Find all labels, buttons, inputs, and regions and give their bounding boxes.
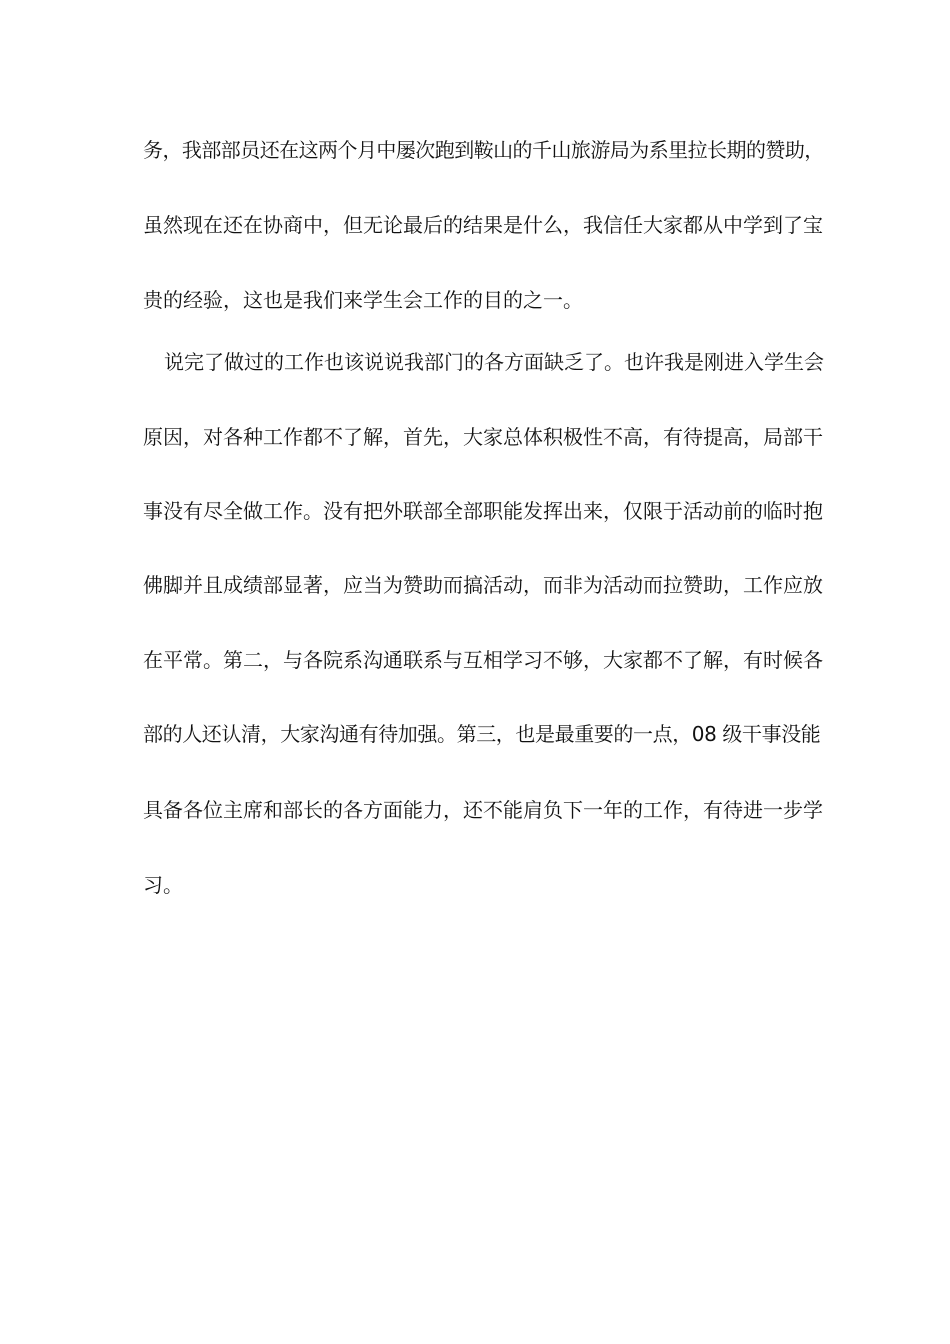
text-line: 部的人还认清，大家沟通有待加强。第三，也是最重要的一点，08 级干事没能 — [143, 722, 821, 746]
text-line: 习。 — [143, 873, 183, 897]
text-line: 在平常。第二，与各院系沟通联系与互相学习不够，大家都不了解，有时候各 — [143, 648, 823, 672]
text-line: 贵的经验，这也是我们来学生会工作的目的之一。 — [143, 288, 583, 312]
text-line: 原因，对各种工作都不了解，首先，大家总体积极性不高，有待提高，局部干 — [143, 425, 823, 449]
text-line: 务，我部部员还在这两个月中屡次跑到鞍山的千山旅游局为系里拉长期的赞助， — [143, 138, 824, 162]
text-line: 虽然现在还在协商中，但无论最后的结果是什么，我信任大家都从中学到了宝 — [143, 213, 823, 237]
text-line: 佛脚并且成绩部显著，应当为赞助而搞活动，而非为活动而拉赞助，工作应放 — [143, 573, 823, 597]
text-line: 具备各位主席和部长的各方面能力，还不能肩负下一年的工作，有待进一步学 — [143, 798, 823, 822]
paragraph-first-line: 说完了做过的工作也该说说我部门的各方面缺乏了。也许我是刚进入学生会 — [164, 350, 824, 374]
text-line: 事没有尽全做工作。没有把外联部全部职能发挥出来，仅限于活动前的临时抱 — [143, 499, 823, 523]
